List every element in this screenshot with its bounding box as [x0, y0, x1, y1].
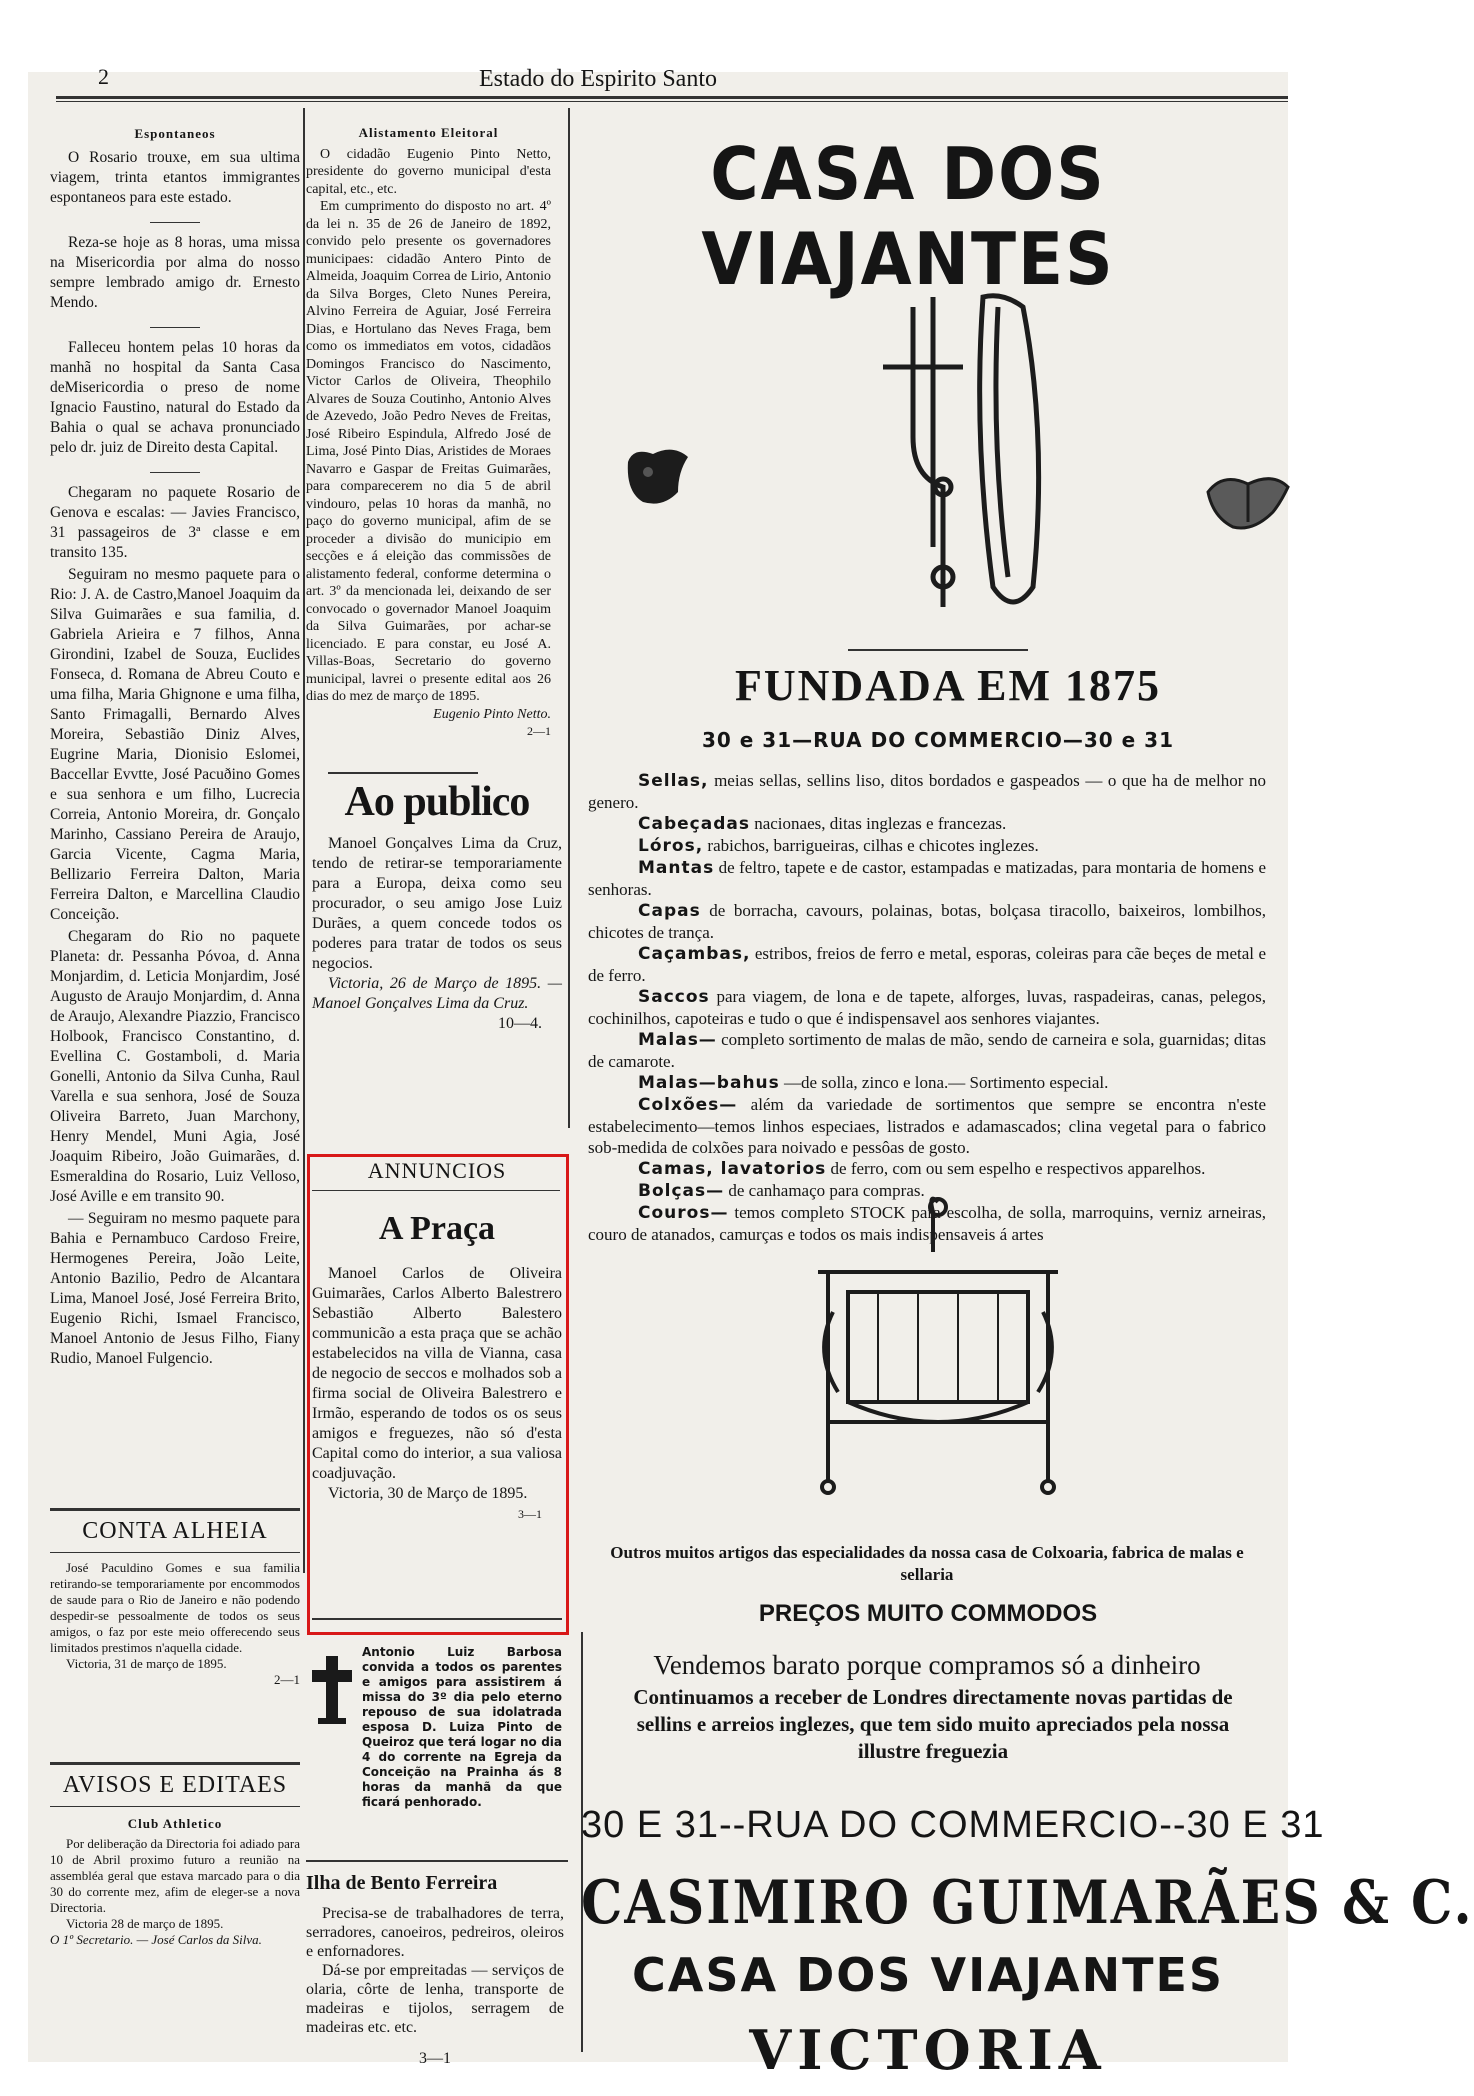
ad-city: VICTORIA — [749, 2018, 1107, 2082]
a-praca-notice — [312, 1264, 562, 1524]
a-praca-title: A Praça — [378, 1210, 496, 1247]
ad-item: Couros— temos completo STOCK para escolha, de solla, marroquins, verniz arneiras, couro de atanados, camurças e todos os mais indispensaveis á artes — [588, 1203, 1267, 1244]
news-item: Falleceu hontem pelas 10 horas da manhã no hospital da Santa Casa deMisericordia o preso de nome Ignacio Faustino, natural do Estado da Bahia o qual se achava pronunciado pelo dr. juiz de Direito desta Capital. — [50, 339, 300, 456]
ao-publico-text: Manoel Gonçalves Lima da Cruz, tendo de retirar-se temporariamente para a Europa, deixa como seu procurador, o seu amigo Jose Luiz Durães, a quem concede todos os poderes para tratar de todos os seus negocios. — [312, 835, 562, 972]
box-rule — [50, 1508, 300, 1511]
news-item: — Seguiram no mesmo paquete para Bahia e Pernambuco Cardoso Freire, Hermogenes Pereira, João Leite, Antonio Bazilio, Pedro de Alcantara Lima, Manoel José, José Ferreira Brito, Eugenio Richi, Ismael Francisco, Manoel Antonio de Jesus Filho, Fiany Rudio, Manoel Fulgencio. — [50, 1210, 300, 1367]
ad-others: Outros muitos artigos das especialidades da nossa casa de Colxoaria, fabrica de malas e sellaria — [610, 1543, 1244, 1584]
alistamento-ref: 2—1 — [527, 724, 551, 738]
ao-publico-notice — [312, 834, 562, 1034]
a-praca-date: Victoria, 30 de Março de 1895. — [328, 1485, 528, 1502]
ad-address: 30 e 31—RUA DO COMMERCIO—30 e 31 — [701, 728, 1174, 752]
alistamento-intro: O cidadão Eugenio Pinto Netto, presidente do governo municipal d'esta capital, etc., etc. — [306, 146, 551, 197]
ilha-text: Precisa-se de trabalhadores de terra, serradores, canoeiros, pedreiros, oleiros e enfornadores. — [306, 1905, 564, 1960]
ad-items-list — [588, 770, 1266, 1245]
separator — [848, 649, 1028, 651]
separator — [328, 772, 478, 774]
news-item: Reza-se hoje as 8 horas, uma missa na Misericordia por alma do nosso sempre lembrado amigo dr. Ernesto Mendo. — [50, 234, 300, 311]
separator — [150, 472, 200, 473]
ad-item: Lóros, rabichos, barrigueiras, cilhas e chicotes inglezes. — [638, 836, 1039, 856]
news-item: O Rosario trouxe, em sua ultima viagem, trinta etantos immigrantes espontaneos para este estado. — [50, 149, 300, 206]
conta-alheia-text: José Paculdino Gomes e sua familia retirando-se temporariamente por encommodos de saude para o Rio de Janeiro e não podendo despedir-se pessoalmente de todos os seus amigos, o faz por este meio offerecendo seus limitados prestimos n'aquella cidade. — [50, 1560, 300, 1655]
box-rule — [50, 1762, 300, 1765]
ad-firm: CASIMIRO GUIMARÃES & C. — [581, 1868, 1474, 1939]
iron-bed-icon — [808, 1192, 1068, 1502]
conta-alheia-date: Victoria, 31 de março de 1895. — [66, 1656, 227, 1671]
ad-title: CASA DOS VIAJANTES — [701, 132, 1115, 302]
saddle-icon — [1203, 462, 1293, 537]
ilha-ref: 3—1 — [419, 2050, 451, 2067]
ad-item: Caçambas, estribos, freios de ferro e metal, esporas, coleiras para cãe beçes de metal e de ferro. — [588, 944, 1267, 985]
ad-item: Cabeçadas nacionaes, ditas inglezas e francezas. — [638, 814, 1007, 834]
conta-alheia-notice — [50, 1560, 300, 1688]
page-number: 2 — [98, 64, 109, 89]
a-praca-text: Manoel Carlos de Oliveira Guimarães, Carlos Alberto Balestrero Sebastião Alberto Balestero communicão a esta praça que se achão estabelecidos na villa de Vianna, casa de negocio de seccos e molhados sob a firma social de Oliveira Balestrero e Irmão, esperando de todos os os seus amigos e freguezes, não só d'esta Capital como do interior, a sua valiosa coadjuvação. — [312, 1265, 562, 1482]
column-rule-1 — [303, 108, 305, 1573]
avisos-signature: O 1º Secretario. — José Carlos da Silva. — [50, 1932, 262, 1947]
conta-alheia-title: CONTA ALHEIA — [82, 1518, 268, 1544]
masthead-rule — [56, 96, 1288, 99]
news-item: Seguiram no mesmo paquete para o Rio: J. A. de Castro,Manoel Joaquim da Silva Guimarães e sua familia, d. Gabriela Arieira e 7 filhos, Anna Girondini, Izabel de Souza, Euclides Fonseca, d. Romana de Abreu Couto e uma filha, Maria Ghignone e uma filha, Santo Frimagalli, Bernardo Alves Moreira, Sebastião Diniz Alves, Eugrine Maria, Dionisio Eslomei, Baccellar Evvtte, José Pacuðino Gomes e sua senhora e um filho, Lucrecia Correia, Antonio Moreira, dr. Gonçalo Marinho, Cassiano Pereira de Araujo, Garcia Vicente, Cagma Maria, Bellizario Ferreira Dalton, Maria Ferreira Dalton, e Marcellina Claudio Conceição. — [50, 566, 300, 923]
ad-prices: PREÇOS MUITO COMMODOS — [758, 1600, 1098, 1627]
missa-notice: Antonio Luiz Barbosa convida a todos os parentes e amigos para assistirem á missa do 3º dia pelo eterno repouso de sua idolatrada esposa D. Luiza Pinto de Queiroz que terá logar no dia 4 do corrente na Egreja da Conceição na Prainha ás 8 horas da manhã da que ficará penhorado. — [362, 1645, 562, 1809]
ad-item: Bolças— de canhamaço para compras. — [638, 1181, 925, 1201]
ad-item: Sellas, meias sellas, sellins liso, ditos bordados e gaspeados — o que ha de melhor no genero. — [588, 771, 1266, 812]
box-rule — [50, 1806, 300, 1807]
ad-item: Malas— completo sortimento de malas de mão, sendo de carneira e sola, guarnidas; ditas de camarote. — [588, 1030, 1266, 1071]
a-praca-ref: 3—1 — [518, 1507, 542, 1521]
avisos-text: Por deliberação da Directoria foi adiado para 10 de Abril proximo futuro a reunião na assembléa geral que estava marcado para o dia 30 do corrente mez, afim de eleger-se a nova Directoria. — [50, 1836, 300, 1915]
club-athletico-title: Club Athletico — [127, 1816, 223, 1831]
ad-item: Colxões— além da variedade de sortimentos que sempre se encontra n'este estabelecimento—temos linhos especiaes, listrados e adamascados; clina vegetal para o fabrico sob-medida de colxões para noivado e pessôas de gosto. — [588, 1095, 1266, 1157]
ad-item: Camas, lavatorios de ferro, com ou sem espelho e respectivos apparelhos. — [638, 1159, 1206, 1179]
ad-address-big: 30 E 31--RUA DO COMMERCIO--30 E 31 — [581, 1804, 1325, 1846]
newspaper-page — [28, 64, 1474, 2082]
news-item: Chegaram no paquete Rosario de Genova e escalas: — Javies Francisco, 31 passageiros de 3ª classe e em transito 135. — [50, 484, 300, 561]
box-rule — [312, 1190, 560, 1191]
ad-item: Capas de borracha, cavours, polainas, botas, bolçasa tiracollo, baixeiros, lombilhos, chicotes de trança. — [588, 901, 1267, 942]
annuncios-header: ANNUNCIOS — [367, 1158, 507, 1183]
ad-cheap: Vendemos barato porque compramos só a dinheiro — [653, 1650, 1201, 1680]
ao-publico-ref: 10—4. — [498, 1015, 542, 1032]
avisos-title: AVISOS E EDITAES — [62, 1772, 288, 1798]
box-rule — [312, 1618, 562, 1620]
avisos-date: Victoria 28 de março de 1895. — [66, 1916, 224, 1931]
alistamento-heading: Alistamento Eleitoral — [358, 125, 499, 140]
column-rule-2 — [568, 108, 570, 1128]
column-1 — [50, 124, 300, 1383]
saddle-icon — [618, 442, 698, 512]
box-rule — [50, 1552, 300, 1553]
ad-founded: FUNDADA EM 1875 — [735, 661, 1161, 710]
avisos-notice — [50, 1816, 300, 1948]
masthead-title: Estado do Espirito Santo — [479, 66, 717, 92]
alistamento-body: Em cumprimento do disposto no art. 4º da lei n. 35 de 26 de Janeiro de 1892, convido pelo presente os governadores municipaes: cidadão Antero Pinto de Almeida, Joaquim Correa de Lirio, Antonio da Silva Borges, Cleto Nunes Pereira, Alvino Ferreira de Aguiar, José Ferreira Dias, e Hortulano das Neves Fraga, bem como os immediatos em votos, cidadãos Domingos Francisco do Nascimento, Victor Carlos de Oliveira, Theophilo Alvares de Souza Coutinho, Antonio Alves de Azevedo, João Pedro Neves de Freitas, José Ribeiro Espindula, Alfredo José de Lima, José Pinto Dias, Aristides de Moraes Navarro e Gaspar de Freitas Guimarães, para comparecerem no dia 5 de abril vindouro, pelas 10 horas da manhã, no paço do governo municipal, afim de se proceder a divisão do municipio em secções e á eleição das commissões de alistamento federal, conforme determina o art. 3º da mencionada lei, deixando de ser convocado o governador Manoel Joaquim da Silva Guimarães, por achar-se licenciado. E para constar, eu José A. Villas-Boas, Secretario do governo municipal, lavrei o presente edital aos 26 dias do mez de março de 1895. — [306, 199, 551, 704]
alistamento-signature: Eugenio Pinto Netto. — [433, 706, 551, 722]
ad-item: Mantas de feltro, tapete e de castor, estampadas e matizadas, para montaria de homens e senhoras. — [588, 858, 1266, 899]
news-item: Chegaram do Rio no paquete Planeta: dr. Pessanha Póvoa, d. Anna Monjardim, d. Leticia Monjardim, José Augusto de Araujo Monjardim, d. Anna de Araujo, Alexandre Piazzio, Francisco Holbook, Francisco Constantino, d. Evellina C. Gostamboli, d. Maria Gonelli, Antonio da Silva Cunha, Raul Varella e sua senhora, José de Souza Oliveira Barreto, Juan Marchony, Henry Mendel, Muni Agia, José Joaquim Ribeiro, João Guimarães, d. Esmeraldina do Rosario, Luiz Velloso, José Aville e em transito 90. — [50, 928, 300, 1205]
masthead-rule-thin — [56, 101, 1288, 102]
column-2 — [306, 124, 551, 741]
cross-icon — [306, 1652, 358, 1728]
separator — [150, 327, 200, 328]
ilha-text2: Dá-se por empreitadas — serviços de olaria, côrte de lenha, transporte de madeiras e tijolos, serragem de madeiras etc. etc. — [306, 1962, 564, 2036]
ao-publico-date: Victoria, 26 de Março de 1895. — Manoel Gonçalves Lima da Cruz. — [312, 975, 562, 1012]
ao-publico-title: Ao publico — [344, 779, 530, 825]
ad-item: Saccos para viagem, de lona e de tapete, alforges, luvas, raspadeiras, canas, pelegos, cochinilhos, capoteiras e tudo o que é indispensavel aos senhores viajantes. — [588, 987, 1266, 1028]
ilha-title: Ilha de Bento Ferreira — [306, 1872, 498, 1894]
separator — [150, 222, 200, 223]
conta-alheia-ref: 2—1 — [274, 1672, 300, 1687]
espontaneos-heading: Espontaneos — [134, 126, 216, 141]
bridle-icon — [873, 287, 1063, 627]
ad-continue: Continuamos a receber de Londres directamente novas partidas de sellins e arreios inglezes, que tem sido muito apreciados pela nossa illustre freguezia — [633, 1685, 1233, 1763]
separator — [306, 1860, 568, 1862]
ad-item: Malas—bahus —de solla, zinco e lona.— Sortimento especial. — [638, 1073, 1109, 1093]
ilha-notice — [306, 1904, 564, 2068]
ad-shop: CASA DOS VIAJANTES — [632, 1948, 1224, 2002]
